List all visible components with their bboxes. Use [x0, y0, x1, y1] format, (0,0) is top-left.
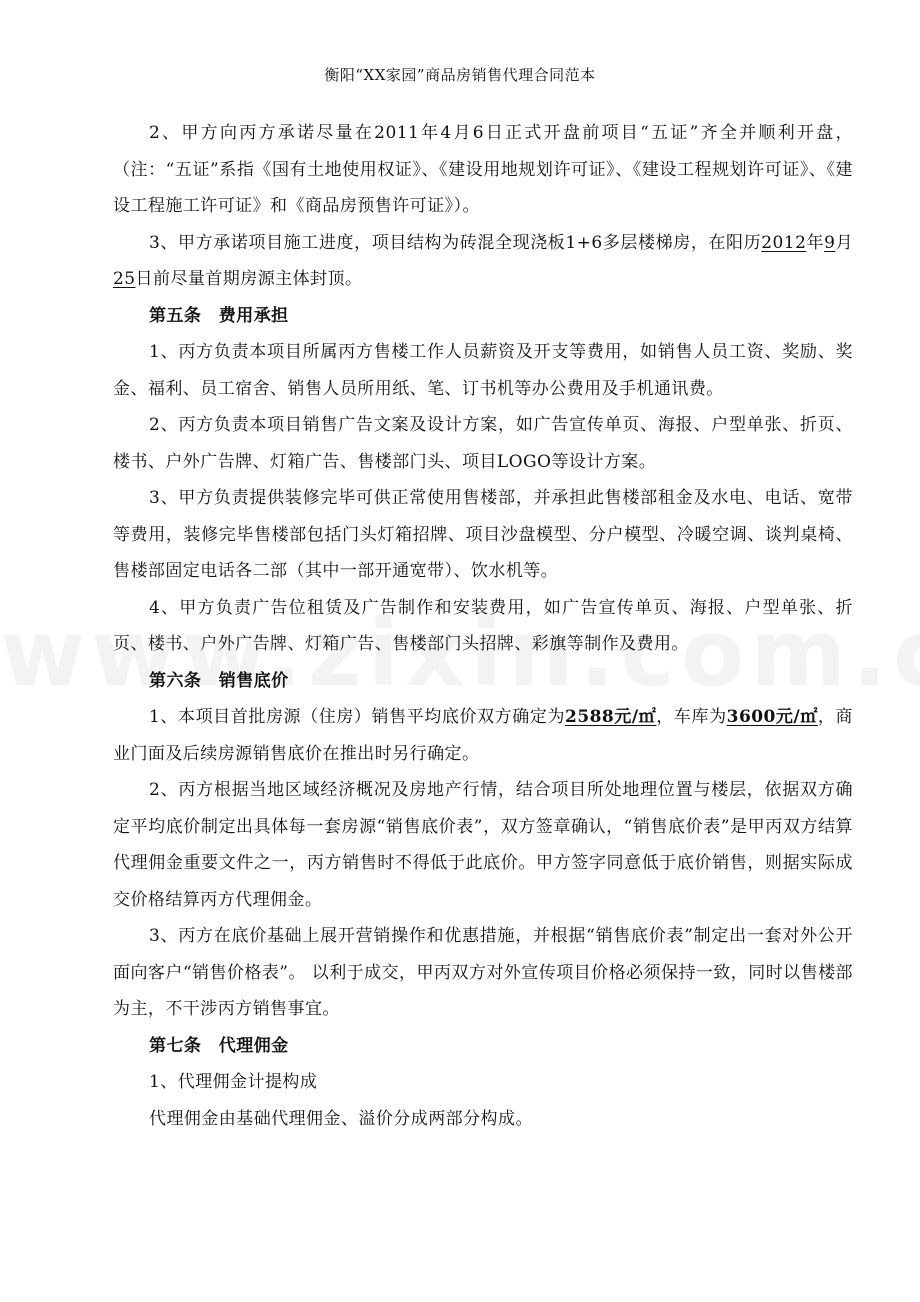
- article4-item3-text-c: 月: [835, 232, 854, 253]
- article6-item1: [113, 699, 853, 772]
- article7-item1-text: 代理佣金由基础代理佣金、溢价分成两部分构成。: [149, 1108, 533, 1129]
- article4-item3-day: 25: [113, 269, 136, 289]
- article4-item2: 2、甲方向丙方承诺尽量在2011年4月6日正式开盘前项目“五证”齐全并顺利开盘，（注：“五证”系指《国有土地使用权证》、《建设用地规划许可证》、《建设工程规划许可证》、《建设工程施工许可证》和《商品房预售许可证》）。: [113, 123, 853, 216]
- article6-item1-text-a: 1、本项目首批房源（住房）销售平均底价双方确定为: [149, 707, 566, 727]
- article7-item1: 1、代理佣金计提构成: [149, 1072, 318, 1092]
- article4-item3-year: 2012: [761, 232, 807, 253]
- article6-item1-text-c: ，商业门面及后续房源销售底价在推出时另行确定。: [113, 707, 853, 764]
- article7-heading: 第七条 代理佣金: [149, 1035, 289, 1056]
- article5-item4: 4、甲方负责广告位租赁及广告制作和安装费用，如广告宣传单页、海报、户型单张、折页、楼书、户外广告牌、灯箱广告、售楼部门头招牌、彩旗等制作及费用。: [113, 597, 853, 654]
- article5-item1: 1、丙方负责本项目所属丙方售楼工作人员薪资及开支等费用，如销售人员工资、奖励、奖金、福利、员工宿舍、销售人员所用纸、笔、订书机等办公费用及手机通讯费。: [113, 342, 853, 399]
- article6-heading: 第六条 销售底价: [149, 670, 289, 691]
- article6-item1-garage-price: 3600元/㎡: [726, 707, 818, 727]
- article5-heading: 第五条 费用承担: [149, 305, 289, 326]
- page-header-title: 衡阳“XX家园”商品房销售代理合同范本: [324, 66, 596, 84]
- article6-item2: 2、丙方根据当地区域经济概况及房地产行情，结合项目所处地理位置与楼层，依据双方确定平均底价制定出具体每一套房源“销售底价表”，双方签章确认，“销售底价表”是甲丙双方结算代理佣金重要文件之一，丙方销售时不得低于此底价。甲方签字同意低于底价销售，则据实际成交价格结算丙方代理佣金。: [113, 780, 853, 910]
- article5-item2: 2、丙方负责本项目销售广告文案及设计方案，如广告宣传单页、海报、户型单张、折页、楼书、户外广告牌、灯箱广告、售楼部门头、项目LOGO等设计方案。: [113, 415, 853, 472]
- document-body: [113, 115, 853, 1137]
- article4-item3: [113, 225, 853, 298]
- article4-item3-text-d: 日前尽量首期房源主体封顶。: [135, 269, 363, 289]
- article6-item1-text-b: ，车库为: [656, 707, 727, 727]
- article4-item3-text-a: 3、甲方承诺项目施工进度，项目结构为砖混全现浇板1+6多层楼梯房，在阳历: [149, 232, 762, 253]
- article5-item3: 3、甲方负责提供装修完毕可供正常使用售楼部，并承担此售楼部租金及水电、电话、宽带等费用，装修完毕售楼部包括门头灯箱招牌、项目沙盘模型、分户模型、冷暖空调、谈判桌椅、售楼部固定电话各二部（其中一部开通宽带）、饮水机等。: [113, 488, 853, 581]
- article4-item3-month: 9: [824, 232, 836, 253]
- article4-item3-text-b: 年: [806, 232, 825, 253]
- article6-item1-price: 2588元/㎡: [565, 707, 657, 727]
- article6-item3: 3、丙方在底价基础上展开营销操作和优惠措施，并根据“销售底价表”制定出一套对外公开面向客户“销售价格表”。 以利于成交，甲丙双方对外宣传项目价格必须保持一致，同时以售楼部为主，不干涉丙方销售事宜。: [113, 926, 853, 1019]
